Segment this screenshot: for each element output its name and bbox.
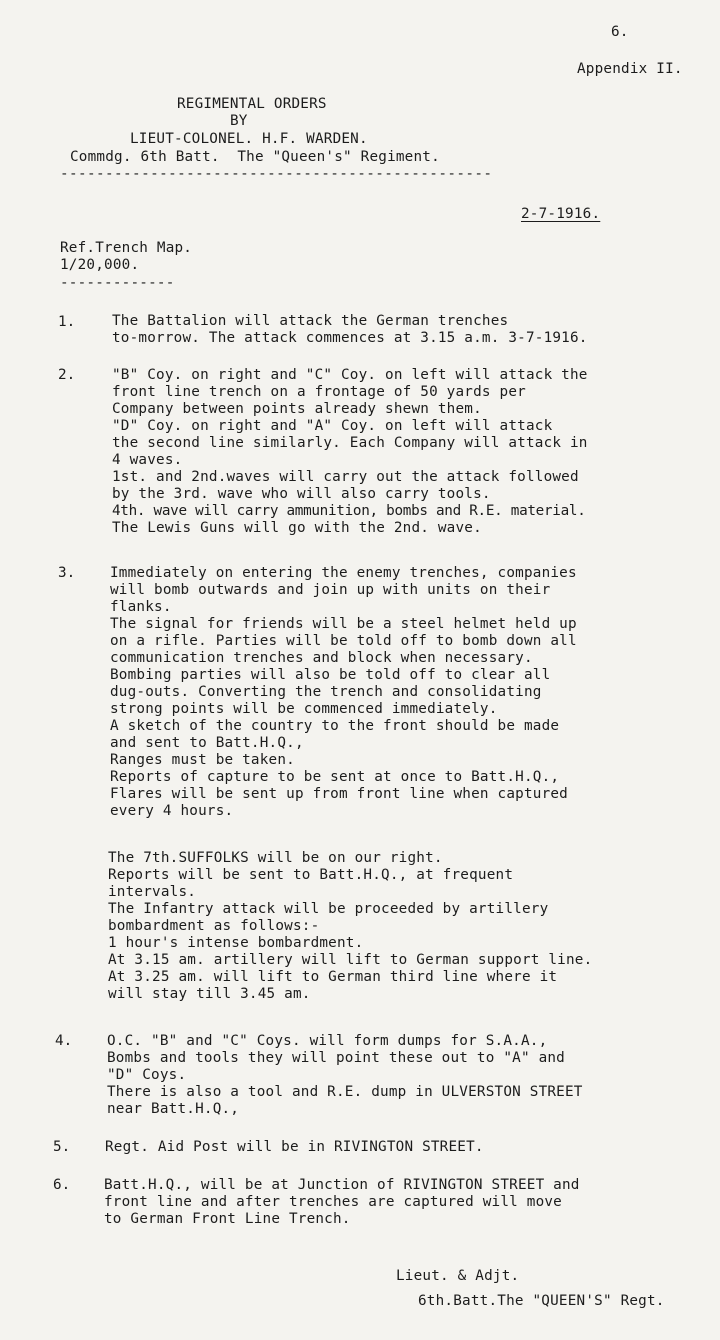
item-line: A sketch of the country to the front should be made (110, 718, 560, 734)
item-line: Regt. Aid Post will be in RIVINGTON STREET. (105, 1139, 484, 1155)
item-line: on a rifle. Parties will be told off to bomb down all (110, 633, 577, 649)
item-line: front line and after trenches are captured will move (104, 1194, 562, 1210)
item-line: Bombing parties will also be told off to clear all (110, 667, 551, 683)
item-line: 1st. and 2nd.waves will carry out the attack followed (112, 469, 579, 485)
item-line: will stay till 3.45 am. (108, 986, 311, 1002)
item-line: dug-outs. Converting the trench and consolidating (110, 684, 542, 700)
item-line: "D" Coy. on right and "A" Coy. on left will attack (112, 418, 553, 434)
header-title: REGIMENTAL ORDERS (177, 96, 327, 112)
item-line: 4 waves. (112, 452, 183, 468)
item-line: to German Front Line Trench. (104, 1211, 351, 1227)
header-by: BY (230, 113, 248, 129)
item-line: communication trenches and block when necessary. (110, 650, 533, 666)
item-number: 5. (53, 1139, 71, 1155)
item-line: front line trench on a frontage of 50 yards per (112, 384, 526, 400)
item-line: 4th. wave will carry ammunition, bombs and R.E. material. (112, 503, 586, 519)
item-line: to-morrow. The attack commences at 3.15 a.m. 3-7-1916. (112, 330, 588, 346)
item-line: At 3.15 am. artillery will lift to German support line. (108, 952, 593, 968)
header-command: Commdg. 6th Batt. The "Queen's" Regiment. (70, 149, 440, 165)
order-item-3 (110, 565, 577, 820)
item-line: "D" Coys. (107, 1067, 187, 1083)
item-line: 1 hour's intense bombardment. (108, 935, 364, 951)
header-rule: ------------------------------------------------ (60, 166, 493, 182)
item-line: There is also a tool and R.E. dump in ULVERSTON STREET (107, 1084, 583, 1100)
order-item-1 (112, 313, 588, 347)
map-scale: 1/20,000. (60, 257, 140, 273)
item-number: 1. (58, 314, 76, 330)
map-reference: Ref.Trench Map. (60, 240, 193, 256)
signature-rank: Lieut. & Adjt. (396, 1268, 520, 1284)
item-line: At 3.25 am. will lift to German third line where it (108, 969, 558, 985)
item-line: Batt.H.Q., will be at Junction of RIVINGTON STREET and (104, 1177, 580, 1193)
order-item-3-continued (108, 850, 592, 1003)
item-number: 4. (55, 1033, 73, 1049)
item-line: The Battalion will attack the German trenches (112, 313, 509, 329)
item-line: The Infantry attack will be proceeded by artillery (108, 901, 549, 917)
item-line: The Lewis Guns will go with the 2nd. wave. (112, 520, 482, 536)
item-line: "B" Coy. on right and "C" Coy. on left will attack the (112, 367, 588, 383)
map-reference-rule: ------------- (60, 275, 175, 291)
page-number: 6. (611, 24, 629, 40)
item-line: Flares will be sent up from front line when captured (110, 786, 568, 802)
item-line: Reports of capture to be sent at once to Batt.H.Q., (110, 769, 560, 785)
item-line: intervals. (108, 884, 197, 900)
signature-unit: 6th.Batt.The "QUEEN'S" Regt. (418, 1293, 665, 1309)
item-line: The signal for friends will be a steel helmet held up (110, 616, 577, 632)
item-line: flanks. (110, 599, 172, 615)
appendix-label: Appendix II. (577, 61, 683, 77)
item-line: every 4 hours. (110, 803, 234, 819)
order-item-2 (112, 367, 588, 537)
item-line: Immediately on entering the enemy trenches, companies (110, 565, 577, 581)
item-number: 3. (58, 565, 76, 581)
item-line: Ranges must be taken. (110, 752, 295, 768)
item-line: by the 3rd. wave who will also carry tools. (112, 486, 491, 502)
item-number: 6. (53, 1177, 71, 1193)
order-date: 2-7-1916. (521, 206, 601, 222)
item-line: and sent to Batt.H.Q., (110, 735, 304, 751)
header-author: LIEUT-COLONEL. H.F. WARDEN. (130, 131, 368, 147)
item-number: 2. (58, 367, 76, 383)
item-line: The 7th.SUFFOLKS will be on our right. (108, 850, 443, 866)
item-line: O.C. "B" and "C" Coys. will form dumps for S.A.A., (107, 1033, 548, 1049)
item-line: bombardment as follows:- (108, 918, 320, 934)
item-line: strong points will be commenced immediately. (110, 701, 498, 717)
item-line: near Batt.H.Q., (107, 1101, 240, 1117)
item-line: the second line similarly. Each Company will attack in (112, 435, 588, 451)
order-item-5 (105, 1139, 484, 1156)
item-line: Company between points already shewn them. (112, 401, 482, 417)
item-line: will bomb outwards and join up with units on their (110, 582, 551, 598)
order-item-4 (107, 1033, 583, 1118)
item-line: Bombs and tools they will point these out to "A" and (107, 1050, 565, 1066)
order-item-6 (104, 1177, 580, 1228)
item-line: Reports will be sent to Batt.H.Q., at frequent (108, 867, 514, 883)
